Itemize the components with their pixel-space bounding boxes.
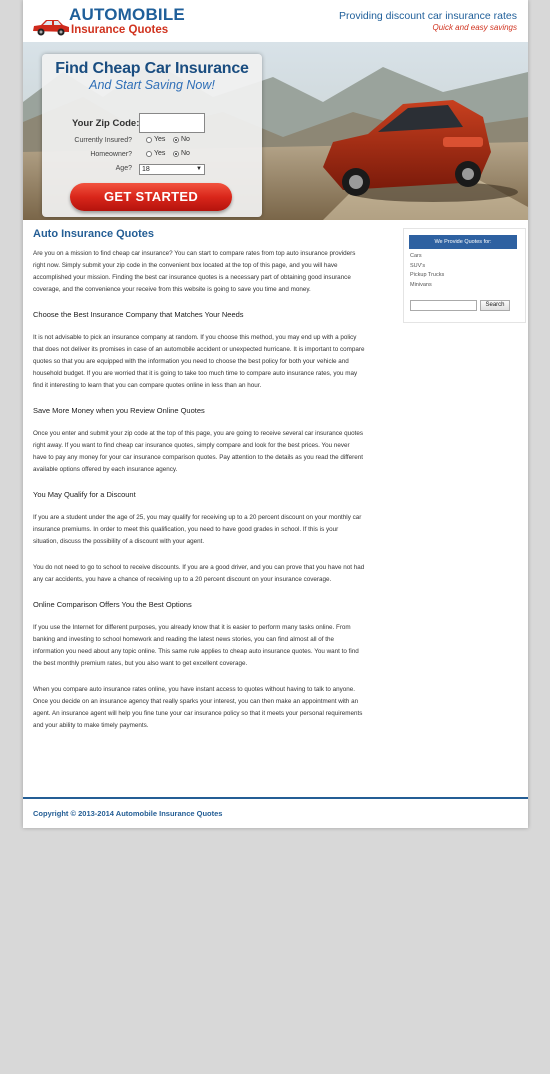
section-paragraph: It is not advisable to pick an insurance company at random. If you choose this method, you may end up with a policy that does not deliver its promises in case of an automobile accident or unexpected hurricane. It is important to compare quotes so that you are equipped with the information you need to choose the best policy for both your vehicle and household budget. If you are worried that it is going to take too much time to compare auto insurance rates, you may find it interesting to learn that you can compare quotes online in less than an hour. xyxy=(33,334,365,389)
homeowner-yes-radio-indicator xyxy=(146,151,152,157)
section-title-save-money: Save More Money when you Review Online Quotes xyxy=(33,406,205,415)
insured-no-radio-indicator xyxy=(173,137,179,143)
insured-yes-label: Yes xyxy=(154,136,166,143)
homeowner-yes-radio[interactable] xyxy=(146,150,165,157)
section-paragraph: When you compare auto insurance rates online, you have instant access to quotes without having to talk to anyone. Once you decide on an insurance agency that really sparks your interest, you can then make an appointment with an agent. An insurance agent will help you fine tune your car insurance policy so that it meets your personal requirements and your ability to make timely payments. xyxy=(33,686,363,729)
quote-form-subtitle: And Start Saving Now! xyxy=(89,78,215,92)
tagline-main: Providing discount car insurance rates xyxy=(338,10,517,22)
zip-code-input[interactable] xyxy=(139,113,205,133)
tagline-sub: Quick and easy savings xyxy=(432,23,517,32)
age-select[interactable] xyxy=(139,164,205,175)
section-title-choose-company: Choose the Best Insurance Company that Matches Your Needs xyxy=(33,310,244,319)
sidebar-item-cars[interactable]: Cars xyxy=(410,253,422,259)
site-logo[interactable] xyxy=(31,3,186,39)
search-input[interactable] xyxy=(410,300,477,311)
footer-copyright: Copyright © 2013-2014 Automobile Insurance Quotes xyxy=(33,809,223,818)
insured-no-label: No xyxy=(181,136,190,143)
section-paragraph: If you use the Internet for different purposes, you already know that it is easier to perform many tasks online. From banking and investing to school homework and reading the latest news stories, you can find almost all of the information you need about any topic online. This same rule applies to cheap auto insurance quotes. You want to find the best monthly premium rates, but you also want to get excellent coverage. xyxy=(33,624,359,667)
currently-insured-label: Currently Insured? xyxy=(74,137,132,144)
logo-title: AUTOMOBILE xyxy=(69,5,185,24)
insured-yes-radio-indicator xyxy=(146,137,152,143)
homeowner-yes-label: Yes xyxy=(154,150,166,157)
page-title: Auto Insurance Quotes xyxy=(33,228,155,240)
quote-form-title: Find Cheap Car Insurance xyxy=(55,60,249,77)
sidebar-item-suvs[interactable]: SUV's xyxy=(410,262,426,269)
quote-form xyxy=(42,54,262,217)
get-started-button[interactable]: GET STARTED xyxy=(70,183,232,211)
page-container xyxy=(23,0,528,828)
insured-yes-radio[interactable] xyxy=(146,136,165,143)
section-paragraph: Once you enter and submit your zip code at the top of this page, you are going to receive several car insurance quotes right away. If you want to find cheap car insurance quotes, simply compare and look for the best prices. You never have to pay any money for your car insurance comparison quotes. Pay attention to the details as you read the different available options offered by each insurance agency. xyxy=(33,430,364,473)
search-button[interactable]: Search xyxy=(480,300,510,311)
age-select-value: 18 xyxy=(142,166,150,173)
site-header xyxy=(23,0,528,42)
homeowner-label: Homeowner? xyxy=(90,151,132,158)
main-content xyxy=(33,228,365,732)
section-title-online-comparison: Online Comparison Offers You the Best Options xyxy=(33,600,192,609)
footer-divider xyxy=(23,797,528,799)
section-paragraph: If you are a student under the age of 25, you may qualify for receiving up to a 20 percent discount on your monthly car insurance premiums. In order to meet this qualification, you need to have good grades in school. If this is your situation, discuss the possibility of a discount with your agent. xyxy=(33,514,362,545)
homeowner-no-radio-indicator xyxy=(173,151,179,157)
age-label: Age? xyxy=(115,165,132,172)
logo-subtitle: Insurance Quotes xyxy=(71,24,169,36)
zip-code-label: Your Zip Code: xyxy=(72,118,140,129)
homeowner-no-radio[interactable] xyxy=(173,150,190,157)
hero-banner xyxy=(23,42,528,220)
insured-no-radio[interactable] xyxy=(173,136,190,143)
section-paragraph: You do not need to go to school to receive discounts. If you are a good driver, and you can prove that you have not had any car accidents, you have a chance of receiving up to a 20 percent discount on your insurance coverage. xyxy=(33,564,365,583)
chevron-down-icon: ▼ xyxy=(196,166,202,172)
intro-paragraph: Are you on a mission to find cheap car insurance? You can start to compare rates from top auto insurance providers right now. Simply submit your zip code in the convenient box located at the top of this page, and you will have accomplished your mission. Finding the best car insurance quotes is a necessary part of obtaining good insurance coverage, and the convenience your receive from this website is going to save you time and money. xyxy=(33,250,356,293)
sidebar xyxy=(403,228,526,323)
homeowner-no-label: No xyxy=(181,150,190,157)
section-title-discount: You May Qualify for a Discount xyxy=(33,490,136,499)
sidebar-item-pickup-trucks[interactable]: Pickup Trucks xyxy=(410,272,445,278)
header-tagline xyxy=(339,10,517,32)
car-logo-icon xyxy=(31,17,71,37)
sidebar-item-minivans[interactable]: Minivans xyxy=(410,281,432,288)
sidebar-heading: We Provide Quotes for: xyxy=(409,235,517,249)
sidebar-list xyxy=(410,252,444,290)
